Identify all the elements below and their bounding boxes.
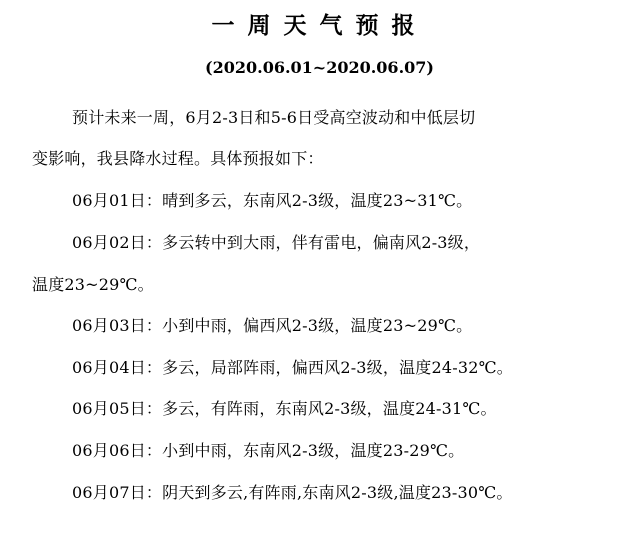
forecast-day-5: 06月05日：多云，有阵雨，东南风2-3级，温度24-31℃。 — [72, 399, 497, 418]
forecast-day-2: 06月02日：多云转中到大雨，伴有雷电，偏南风2-3级， — [72, 233, 481, 252]
forecast-day-3: 06月03日：小到中雨，偏西风2-3级，温度23~29℃。 — [72, 316, 473, 335]
intro-line-1: 预计未来一周，6月2-3日和5-6日受高空波动和中低层切 — [72, 108, 476, 127]
forecast-day-1: 06月01日：晴到多云，东南风2-3级，温度23~31℃。 — [72, 191, 473, 210]
forecast-day-4: 06月04日：多云，局部阵雨，偏西风2-3级，温度24-32℃。 — [72, 358, 513, 377]
date-range: (2020.06.01~2020.06.07) — [205, 58, 434, 77]
forecast-day-7: 06月07日：阴天到多云,有阵雨,东南风2-3级,温度23-30℃。 — [72, 483, 513, 502]
forecast-day-2-continued: 温度23~29℃。 — [32, 275, 154, 294]
page-title: 一周天气预报 — [211, 13, 428, 39]
forecast-day-6: 06月06日：小到中雨，东南风2-3级，温度23-29℃。 — [72, 441, 465, 460]
intro-line-2: 变影响，我县降水过程。具体预报如下： — [32, 149, 324, 168]
